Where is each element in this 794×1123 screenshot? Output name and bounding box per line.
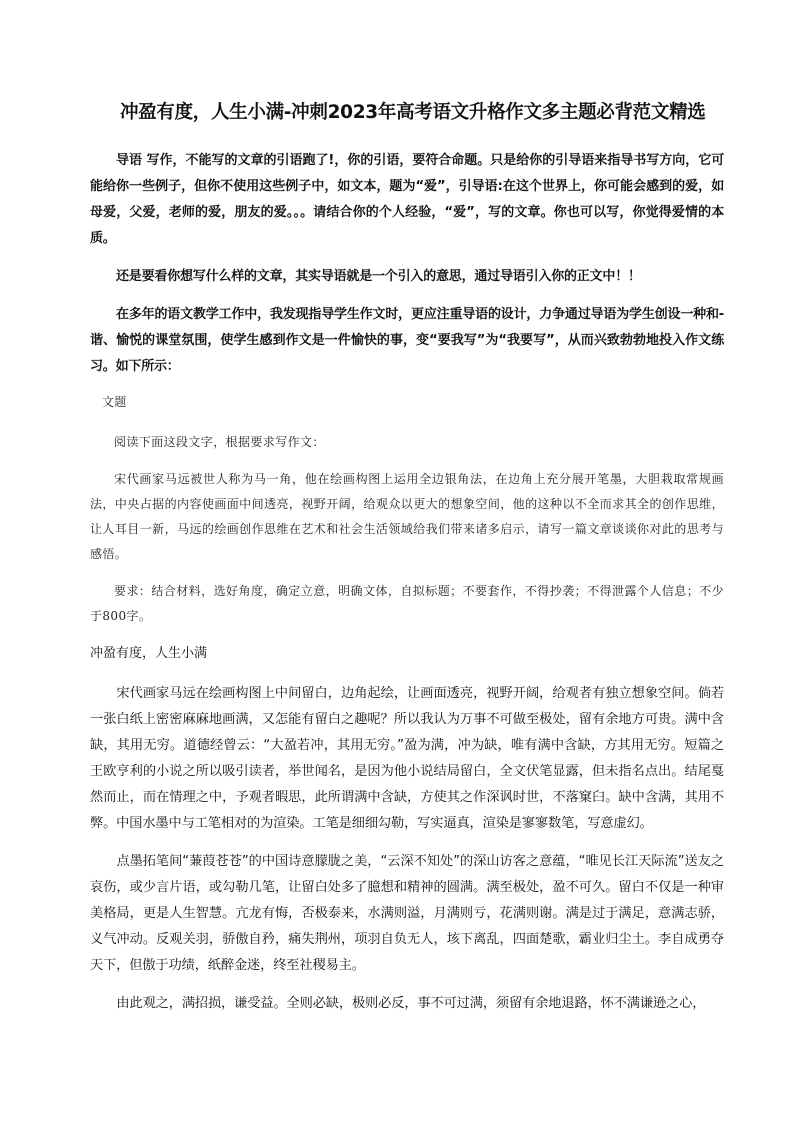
- prompt-label: 文题: [102, 395, 127, 409]
- intro-paragraph: 还是要看你想写什么样的文章，其实导语就是一个引入的意思，通过导语引入你的正文中！！: [116, 269, 641, 284]
- document-content: [90, 100, 724, 1029]
- prompt-requirements: 要求：结合材料，选好角度，确定立意，明确文体，自拟标题；不要套作，不得抄袭；不得泄露个人信息；不少于800字。: [90, 584, 724, 623]
- essay-paragraph: 宋代画家马远在绘画构图上中间留白，边角起绘，让画面透亮，视野开阔，给观者有独立想象空间。倘若一张白纸上密密麻麻地画满，又怎能有留白之趣呢？所以我认为万事不可做至极处，留有余地方可贵。满中含缺，其用无穷。道德经曾云：“大盈若冲，其用无穷。”盈为满，冲为缺，唯有满中含缺，方其用无穷。短篇之王欧亨利的小说之所以吸引读者，举世闻名，是因为他小说结局留白，全文伏笔显露，但未指名点出。结尾戛然而止，而在情理之中，予观者暇思，此所谓满中含缺，方使其之作深讽时世，不落窠臼。缺中含满，其用不弊。中国水墨中与工笔相对的为渲染。工笔是细细勾勒，写实逼真，渲染是寥寥数笔，写意虚幻。: [90, 686, 724, 831]
- intro-paragraph: 在多年的语文教学工作中，我发现指导学生作文时，更应注重导语的设计，力争通过导语为学生创设一种和-谐、愉悦的课堂氛围，使学生感到作文是一件愉快的事，变“要我写”为“我要写”，从而兴致勃勃地投入作文练习。如下所示：: [90, 307, 724, 374]
- prompt-instruction: 阅读下面这段文字，根据要求写作文：: [114, 435, 325, 449]
- intro-paragraph: 导语 写作，不能写的文章的引语跑了!，你的引语，要符合命题。只是给你的引导语来指导书写方向，它可能给你一些例子，但你不使用这些例子中，如文本，题为“爱”，引导语:在这个世界上，你可能会感到的爱，如母爱，父爱，老师的爱，朋友的爱。。。请结合你的个人经验，“爱”，写的文章。你也可以写，你觉得爱情的本质。: [90, 153, 724, 246]
- document-title: 冲盈有度，人生小满-冲刺2023年高考语文升格作文多主题必背范文精选: [120, 102, 706, 123]
- essay-paragraph: 点墨拓笔间“蒹葭苍苍”的中国诗意朦胧之美，“云深不知处”的深山访客之意蕴，“唯见长江天际流”送友之哀伤，或少言片语，或勾勒几笔，让留白处多了臆想和精神的圆满。满至极处，盈不可久。留白不仅是一种审美格局，更是人生智慧。亢龙有悔，否极泰来，水满则溢，月满则亏，花满则谢。满是过于满足，意满志骄，义气冲动。反观关羽，骄傲自矜，痛失荆州，项羽自负无人，垓下离乱，四面楚歌，霸业归尘土。李自成勇夺天下，但傲于功绩，纸醉金迷，终至社稷易主。: [90, 854, 724, 973]
- prompt-material: 宋代画家马远被世人称为马一角，他在绘画构图上运用全边银角法，在边角上充分展开笔墨，大胆栽取常规画法，中央占据的内容使画面中间透亮，视野开阔，给观众以更大的想象空间，他的这种以不全而求其全的创作思维，让人耳目一新，马远的绘画创作思维在艺术和社会生活领域给我们带来诸多启示，请写一篇文章谈谈你对此的思考与感悟。: [90, 472, 724, 561]
- essay-paragraph: 由此观之，满招损，谦受益。全则必缺，极则必反，事不可过满，须留有余地退路，怀不满谦逊之心，: [116, 996, 706, 1011]
- essay-title: 冲盈有度，人生小满: [90, 646, 208, 661]
